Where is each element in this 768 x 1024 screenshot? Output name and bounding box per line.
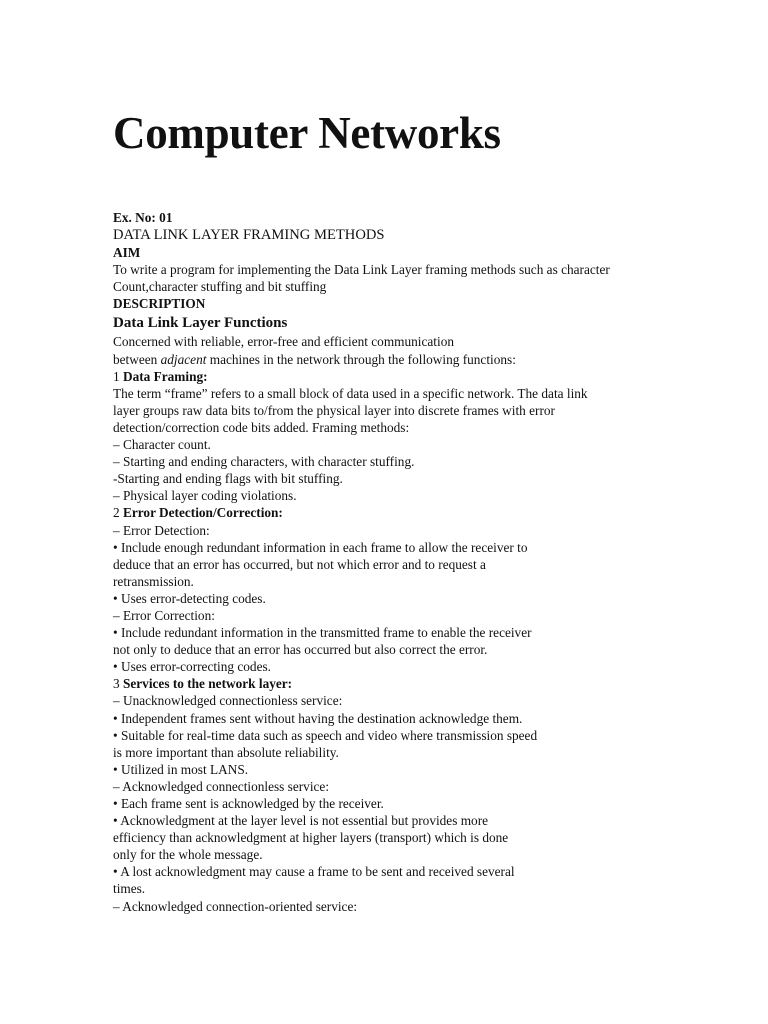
services-line: • Suitable for real-time data such as speech and video where transmission speed [113, 727, 538, 743]
aim-line: Count,character stuffing and bit stuffing [113, 279, 327, 295]
error-line: retransmission. [113, 573, 194, 589]
services-heading-label: Services to the network layer: [122, 676, 293, 692]
intro-line [113, 351, 733, 368]
framing-line: – Starting and ending characters, with character stuffing. [113, 454, 415, 470]
services-line: • Each frame sent is acknowledged by the receiver. [113, 796, 384, 811]
error-line: • Include redundant information in the transmitted frame to enable the receiver [113, 625, 532, 641]
framing-line: – Character count. [113, 437, 211, 453]
services-heading [113, 675, 733, 692]
services-line: • Utilized in most LANS. [113, 761, 249, 777]
framing-line: -Starting and ending flags with bit stuffing. [113, 471, 343, 487]
framing-line: layer groups raw data bits to/from the physical layer into discrete frames with error [113, 402, 555, 418]
services-line: • Acknowledgment at the layer level is not essential but provides more [113, 813, 489, 829]
page-title: Computer Networks [113, 108, 501, 158]
document-body [113, 209, 733, 915]
error-line: – Error Detection: [113, 522, 210, 538]
section-heading: Data Link Layer Functions [113, 315, 288, 332]
exercise-number: Ex. No: 01 [113, 210, 173, 225]
services-line: efficiency than acknowledgment at higher layers (transport) which is done [113, 830, 509, 846]
error-line: deduce that an error has occurred, but not which error and to request a [113, 556, 486, 572]
framing-heading [113, 368, 733, 385]
error-line: • Uses error-correcting codes. [113, 659, 271, 675]
framing-heading-label: Data Framing: [122, 368, 208, 384]
aim-heading: AIM [113, 245, 141, 261]
error-line: • Uses error-detecting codes. [113, 590, 266, 606]
error-heading [113, 504, 733, 521]
services-line: times. [113, 881, 146, 897]
description-heading: DESCRIPTION [113, 296, 206, 312]
services-line: – Acknowledged connectionless service: [113, 778, 330, 794]
section-number: 3 [113, 676, 123, 692]
error-line: not only to deduce that an error has occurred but also correct the error. [113, 642, 488, 658]
error-line: – Error Correction: [113, 607, 215, 623]
framing-line: – Physical layer coding violations. [113, 488, 297, 504]
services-line: – Unacknowledged connectionless service: [113, 693, 343, 709]
error-heading-label: Error Detection/Correction: [122, 505, 283, 521]
services-line: only for the whole message. [113, 847, 263, 863]
section-number: 1 [113, 368, 123, 384]
intro-emphasis: adjacent [160, 351, 207, 367]
exercise-title: DATA LINK LAYER FRAMING METHODS [113, 227, 385, 244]
services-line: – Acknowledged connection-oriented service: [113, 898, 358, 914]
section-number: 2 [113, 505, 123, 521]
intro-line: Concerned with reliable, error-free and efficient communication [113, 334, 454, 350]
services-line: • A lost acknowledgment may cause a frame to be sent and received several [113, 864, 515, 880]
framing-line: The term “frame” refers to a small block of data used in a specific network. The data link [113, 385, 588, 401]
services-line: is more important than absolute reliability. [113, 744, 339, 760]
aim-line: To write a program for implementing the Data Link Layer framing methods such as character [113, 262, 610, 278]
framing-line: detection/correction code bits added. Framing methods: [113, 419, 410, 435]
error-line: • Include enough redundant information in each frame to allow the receiver to [113, 539, 528, 555]
services-line: • Independent frames sent without having the destination acknowledge them. [113, 710, 523, 726]
intro-text: between [113, 351, 161, 367]
intro-text: machines in the network through the following functions: [206, 351, 516, 367]
